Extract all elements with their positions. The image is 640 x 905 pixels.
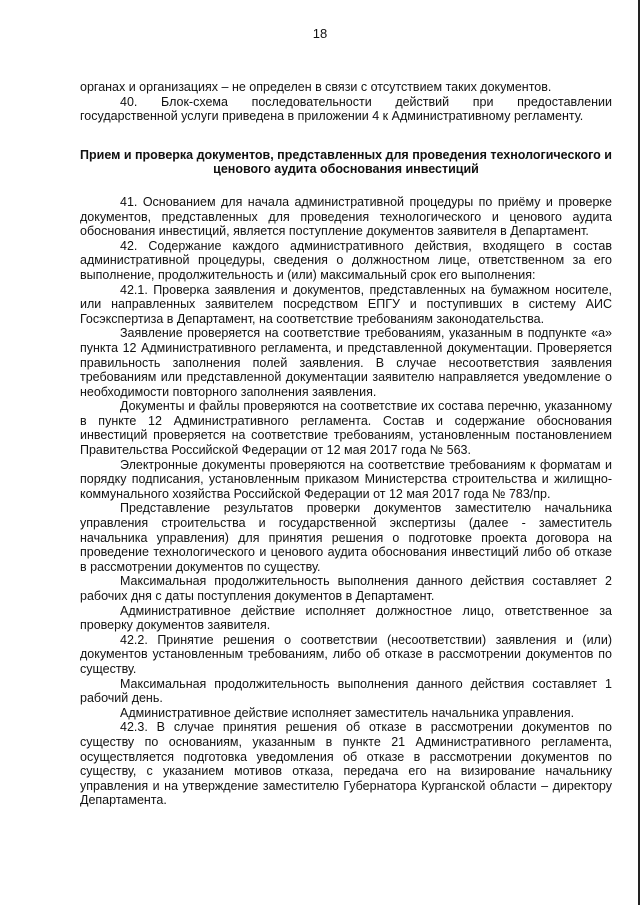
paragraph: Представление результатов проверки документов заместителю начальника управления строительства и государственной экспертизы (далее - заместитель начальника управления) для принятия решения о подготовке проекта договора на проведение технологического и ценового аудита обоснования инвестиций либо об отказе в рассмотрении документов по существу. — [80, 501, 612, 574]
paragraph: Документы и файлы проверяются на соответствие их состава перечню, указанному в пункте 12 Административного регламента. Состав и содержание обоснования инвестиций проверяется на соответствие требованиям, установленным постановлением Правительства Российской Федерации от 12 мая 2017 года № 563. — [80, 399, 612, 458]
page-number: 18 — [312, 26, 328, 41]
paragraph: 41. Основанием для начала административной процедуры по приёму и проверке документов, представленных для проведения технологического и ценового аудита обоснования инвестиций, является поступление документов заявителя в Департамент. — [80, 194, 612, 239]
paragraph: Административное действие исполняет должностное лицо, ответственное за проверку документов заявителя. — [80, 603, 612, 633]
paragraph: Максимальная продолжительность выполнения данного действия составляет 1 рабочий день. — [80, 676, 612, 706]
document-body — [80, 80, 612, 808]
paragraph: Административное действие исполняет заместитель начальника управления. — [120, 705, 575, 720]
section-heading: Прием и проверка документов, представленных для проведения технологического и ценового аудита обоснования инвестиций — [80, 147, 612, 177]
paragraph: 42.2. Принятие решения о соответствии (несоответствии) заявления и (или) документов установленным требованиям, либо об отказе в рассмотрении документов по существу. — [80, 632, 612, 676]
paragraph: Максимальная продолжительность выполнения данного действия составляет 2 рабочих дня с даты поступления документов в Департамент. — [80, 574, 612, 603]
paragraph: Электронные документы проверяются на соответствие требованиям к форматам и порядку подписания, установленным приказом Министерства строительства и жилищно-коммунального хозяйства Российской Федерации от 12 мая 2017 года № 783/пр. — [80, 457, 612, 501]
paragraph: 42.3. В случае принятия решения об отказе в рассмотрении документов по существу по основаниям, указанным в пункте 21 Административного регламента, осуществляется подготовка уведомления об отказе в рассмотрении документов по существу, с указанием мотивов отказа, передача его на визирование начальнику управления и на утверждение заместителю Губернатора Курганской области – директору Департамента. — [80, 720, 612, 808]
paragraph: Заявление проверяется на соответствие требованиям, указанным в подпункте «а» пункта 12 Административного регламента, и представленной документации. Проверяется правильность заполнения полей заявления. В случае несоответствия заявления требованиям или представленной документации заявителю направляется уведомление о необходимости повторного заполнения заявления. — [80, 326, 612, 399]
paragraph: 42. Содержание каждого административного действия, входящего в состав административной процедуры, сведения о должностном лице, ответственном за его выполнение, продолжительность и (или) максимальный срок его выполнения: — [80, 238, 612, 282]
paragraph: 42.1. Проверка заявления и документов, представленных на бумажном носителе, или направленных заявителем посредством ЕПГУ и поступивших в систему АИС Госэкспертиза в Департамент, на соответствие требованиям законодательства. — [80, 282, 612, 326]
paragraph: органах и организациях – не определен в связи с отсутствием таких документов. — [80, 80, 552, 94]
paragraph: 40. Блок-схема последовательности действий при предоставлении государственной услуги приведена в приложении 4 к Административному регламенту. — [80, 94, 612, 124]
